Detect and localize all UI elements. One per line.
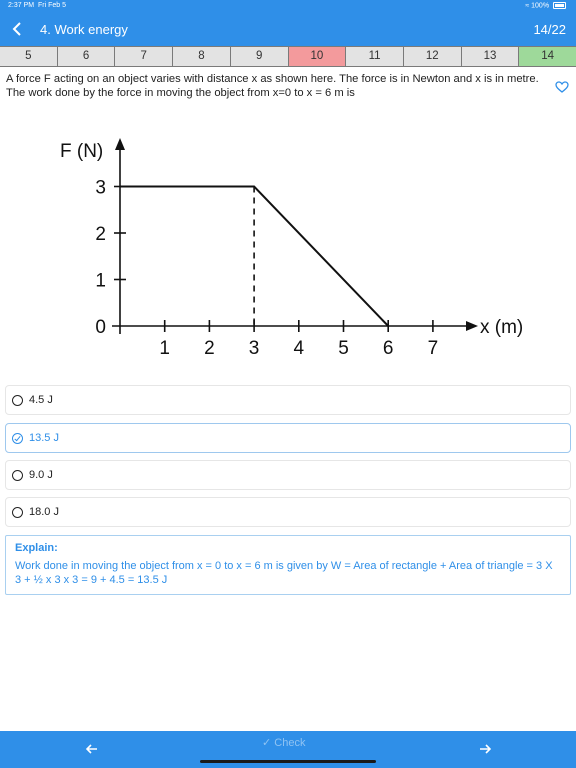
question-number-bar bbox=[0, 46, 576, 67]
question-number-button[interactable]: 5 bbox=[0, 47, 58, 66]
question-number-button[interactable]: 6 bbox=[58, 47, 116, 66]
explanation-box bbox=[5, 535, 571, 595]
answer-option[interactable] bbox=[5, 460, 571, 490]
x-tick-label: 6 bbox=[382, 338, 394, 359]
x-tick-label: 3 bbox=[248, 338, 260, 359]
x-tick-label: 1 bbox=[159, 338, 170, 359]
x-tick-label: 5 bbox=[338, 338, 349, 359]
page-title: 4. Work energy bbox=[40, 22, 128, 37]
status-bar bbox=[0, 0, 576, 12]
nav-bar bbox=[0, 12, 576, 46]
y-tick-label: 0 bbox=[95, 317, 106, 338]
question-number-button[interactable]: 9 bbox=[231, 47, 289, 66]
answer-option-label: 18.0 J bbox=[29, 506, 59, 518]
arrow-left-icon bbox=[86, 743, 98, 755]
explanation-title: Explain: bbox=[15, 542, 58, 554]
question-number-button[interactable]: 12 bbox=[404, 47, 462, 66]
explanation-text: Work done in moving the object from x = 0 to x = 6 m is given by W = Area of rectangle + Area of triangle = 3 X 3 + ½ x 3 x 3 = 9 + 4.5 = 13.5 J bbox=[15, 560, 553, 586]
question-progress: 14/22 bbox=[533, 22, 566, 37]
radio-icon bbox=[12, 470, 23, 481]
radio-icon bbox=[12, 395, 23, 406]
answer-option-label: 4.5 J bbox=[29, 394, 53, 406]
chevron-left-icon bbox=[11, 22, 23, 36]
question-number-button-answered[interactable]: 14 bbox=[519, 47, 576, 66]
battery-icon bbox=[553, 2, 566, 9]
check-button[interactable]: ✓ Check bbox=[262, 737, 306, 749]
answer-option-label: 9.0 J bbox=[29, 469, 53, 481]
x-axis-label: x (m) bbox=[480, 317, 524, 338]
answer-option[interactable] bbox=[5, 497, 571, 527]
x-axis-arrow bbox=[466, 321, 478, 331]
answer-option-selected[interactable] bbox=[5, 423, 571, 453]
status-right bbox=[525, 2, 566, 9]
y-axis-arrow bbox=[115, 138, 125, 150]
question-number-button[interactable]: 8 bbox=[173, 47, 231, 66]
arrow-right-icon bbox=[479, 743, 491, 755]
question-text: A force F acting on an object varies with distance x as shown here. The force is in Newton and x is in metre. The work done by the force in moving the object from x=0 to x = 6 m is bbox=[6, 73, 539, 99]
radio-icon bbox=[12, 507, 23, 518]
radio-checked-icon bbox=[12, 433, 23, 444]
force-distance-chart bbox=[50, 132, 546, 368]
x-tick-label: 2 bbox=[204, 338, 215, 359]
previous-button[interactable] bbox=[80, 738, 104, 760]
question-number-button-current[interactable]: 10 bbox=[289, 47, 347, 66]
question-number-button[interactable]: 11 bbox=[346, 47, 404, 66]
question-number-button[interactable]: 13 bbox=[462, 47, 520, 66]
y-tick-label: 2 bbox=[95, 224, 106, 245]
favorite-button[interactable] bbox=[555, 80, 569, 92]
status-time: 2:37 PM Fri Feb 5 bbox=[8, 2, 66, 9]
x-tick-label: 4 bbox=[293, 338, 305, 359]
battery-percent: 100% bbox=[531, 2, 550, 10]
force-distance-graph bbox=[50, 132, 546, 368]
home-indicator bbox=[200, 760, 376, 763]
answer-option[interactable] bbox=[5, 385, 571, 415]
heart-outline-icon bbox=[555, 81, 569, 93]
back-button[interactable] bbox=[6, 18, 28, 40]
y-tick-label: 1 bbox=[95, 270, 106, 292]
wifi-icon: ≈ bbox=[525, 2, 530, 10]
x-tick-label: 7 bbox=[427, 338, 439, 359]
next-button[interactable] bbox=[473, 738, 497, 760]
y-tick-label: 3 bbox=[95, 177, 106, 199]
y-axis-label: F (N) bbox=[60, 141, 104, 162]
question-number-button[interactable]: 7 bbox=[115, 47, 173, 66]
answer-option-label: 13.5 J bbox=[29, 432, 59, 444]
